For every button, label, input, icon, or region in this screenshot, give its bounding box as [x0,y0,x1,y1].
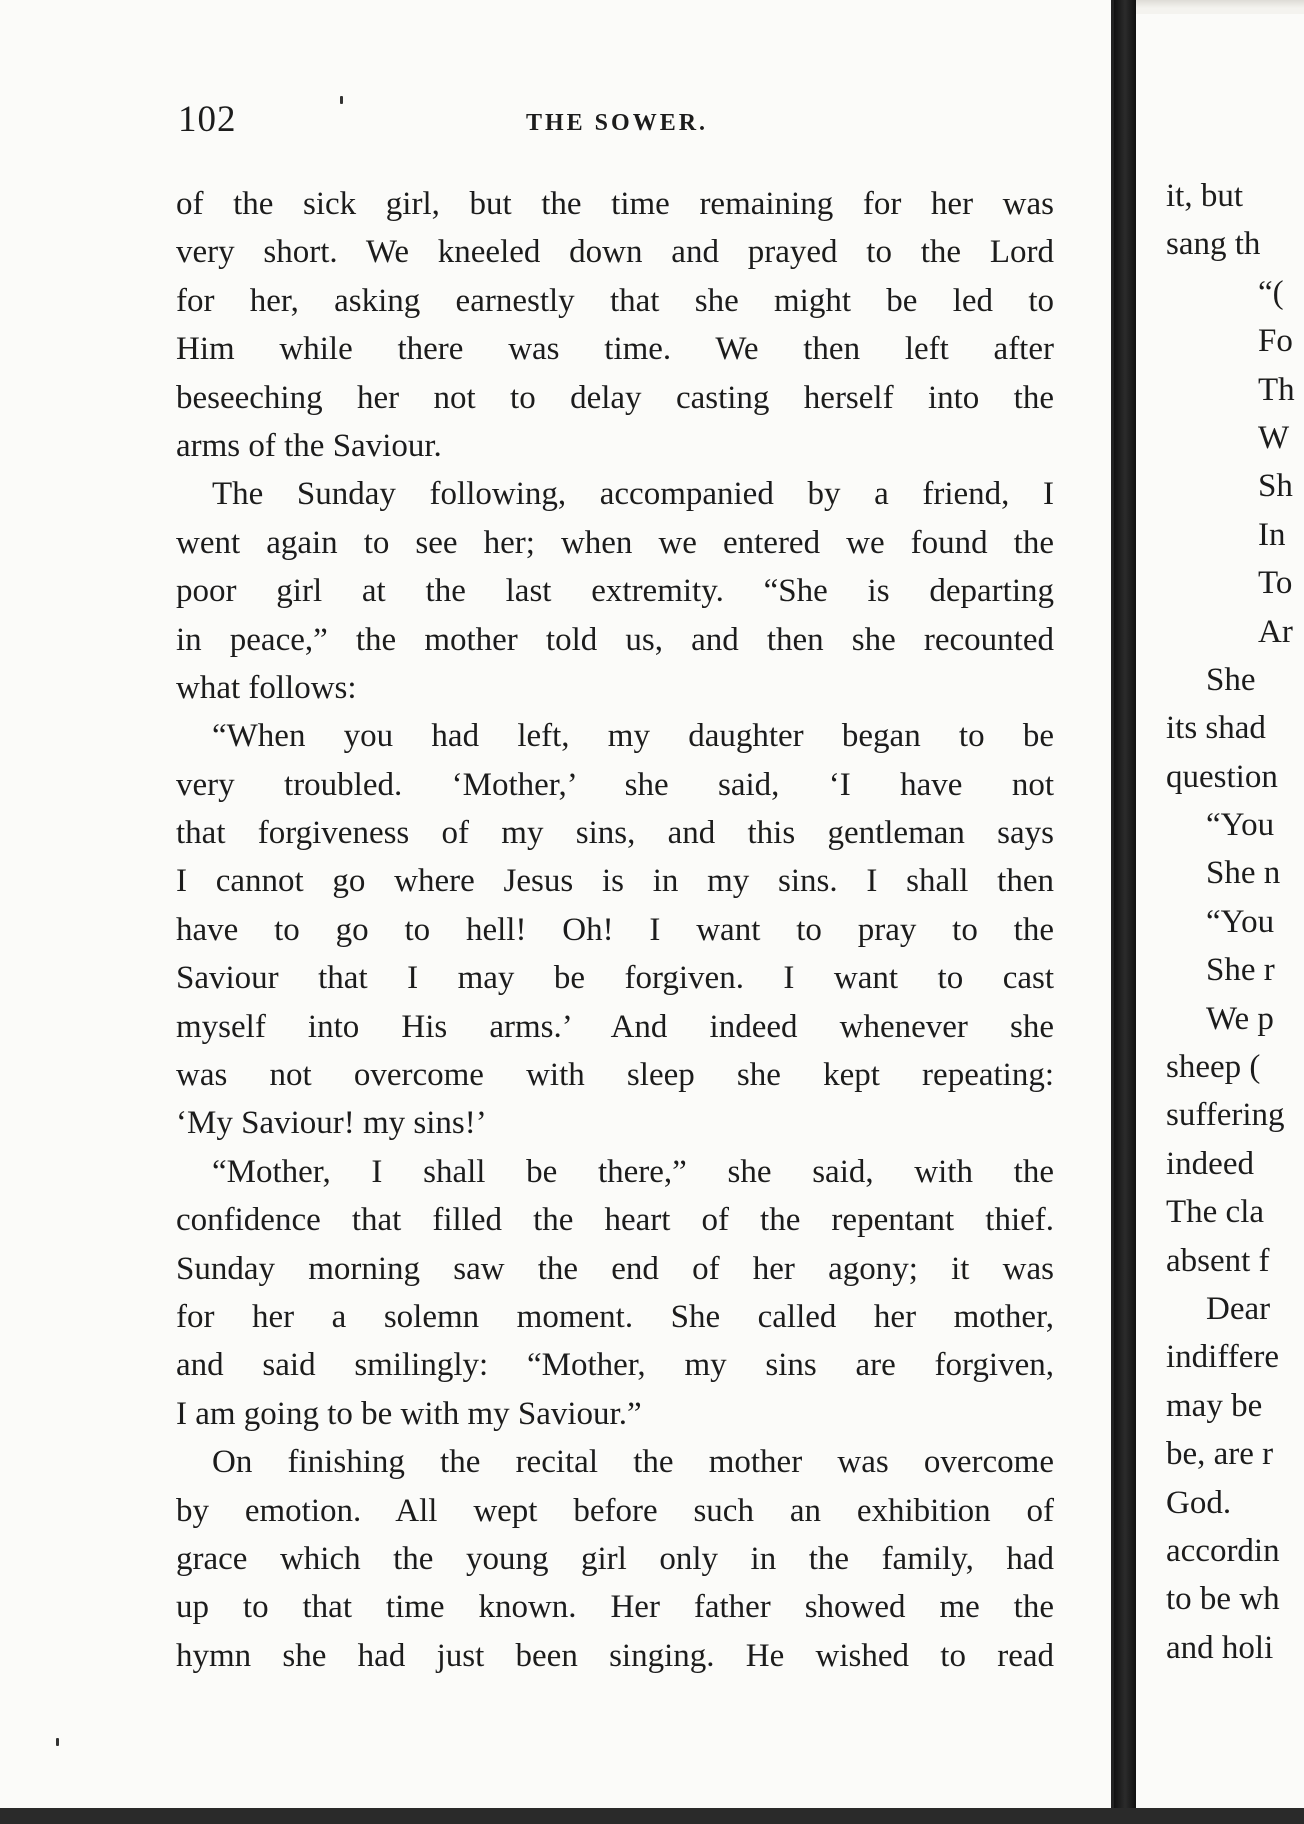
right-page-text [1166,172,1304,1672]
text-line: arms of the Saviour. [176,427,442,464]
scan-speck [56,1738,59,1746]
text-line: The cla [1166,1194,1265,1231]
running-head [178,98,1058,148]
text-line: confidence that filled the heart of the repentant thief. [176,1202,1054,1239]
text-line: ‘My Saviour! my sins!’ [176,1105,487,1142]
text-line: myself into His arms.’ And indeed whenever she [176,1008,1054,1045]
page-body-text [176,180,1054,1680]
text-line: beseeching her not to delay casting herself into the [176,379,1054,416]
text-line: Fo [1258,323,1293,360]
text-line: sheep ( [1166,1049,1261,1086]
text-line: Dear [1206,1290,1271,1327]
page-bottom-edge [0,1808,1304,1824]
text-line: for her, asking earnestly that she might be led to [176,282,1054,319]
text-line: indiffere [1166,1339,1280,1376]
text-line: poor girl at the last extremity. “She is departing [176,573,1054,610]
text-line: by emotion. All wept before such an exhibition of [176,1492,1054,1529]
running-title: THE SOWER. [526,110,709,136]
text-line: “Mother, I shall be there,” she said, with the [212,1153,1054,1190]
text-line: suffering [1166,1097,1285,1134]
text-line: sang th [1166,226,1261,263]
text-line: She [1206,661,1256,698]
text-line: Sunday morning saw the end of her agony; it was [176,1250,1054,1287]
text-line: be, are r [1166,1436,1274,1473]
text-line: She r [1206,952,1275,989]
text-line: She n [1206,855,1281,892]
text-line: up to that time known. Her father showed me the [176,1589,1054,1626]
text-line: grace which the young girl only in the family, had [176,1540,1054,1577]
text-line: Ar [1258,613,1293,650]
text-line: was not overcome with sleep she kept repeating: [176,1057,1054,1094]
text-line: W [1258,419,1290,456]
text-line: question [1166,758,1278,795]
text-line: went again to see her; when we entered we found the [176,524,1054,561]
scan-speck [340,96,343,104]
text-line: and holi [1166,1629,1274,1666]
text-line: it, but [1166,178,1244,214]
text-line: “You [1206,807,1275,844]
right-page-fragment [1136,14,1304,1808]
book-gutter [1114,0,1136,1824]
text-line: On finishing the recital the mother was overcome [212,1444,1054,1481]
text-line: The Sunday following, accompanied by a friend, I [212,476,1054,513]
text-line: for her a solemn moment. She called her mother, [176,1298,1054,1335]
text-line: Th [1258,371,1295,408]
text-line: To [1258,565,1293,602]
text-line: “When you had left, my daughter began to be [212,718,1054,755]
page-number: 102 [178,99,237,140]
text-line: “( [1258,274,1284,311]
text-line: In [1258,516,1286,553]
text-line: what follows: [176,669,357,706]
text-line: of the sick girl, but the time remaining for her was [176,186,1054,222]
text-line: absent f [1166,1242,1270,1279]
text-line: Saviour that I may be forgiven. I want to cast [176,960,1054,997]
text-line: I cannot go where Jesus is in my sins. I shall then [176,863,1054,900]
text-line: “You [1206,903,1275,940]
text-line: I am going to be with my Saviour.” [176,1395,642,1432]
text-line: in peace,” the mother told us, and then she recounted [176,621,1054,658]
text-line: very troubled. ‘Mother,’ she said, ‘I have not [176,766,1054,803]
text-line: We p [1206,1000,1274,1037]
text-line: Him while there was time. We then left after [176,331,1054,368]
text-line: hymn she had just been singing. He wished to read [176,1637,1054,1674]
text-line: have to go to hell! Oh! I want to pray to the [176,911,1054,948]
text-line: very short. We kneeled down and prayed to the Lord [176,234,1054,271]
text-line: God. [1166,1484,1232,1521]
text-line: may be [1166,1387,1263,1424]
text-line: accordin [1166,1532,1280,1569]
text-line: its shad [1166,710,1266,747]
text-line: indeed [1166,1145,1254,1182]
text-line: Sh [1258,468,1293,505]
text-line: and said smilingly: “Mother, my sins are forgiven, [176,1347,1054,1384]
text-line: to be wh [1166,1581,1280,1618]
text-line: that forgiveness of my sins, and this gentleman says [176,815,1054,852]
